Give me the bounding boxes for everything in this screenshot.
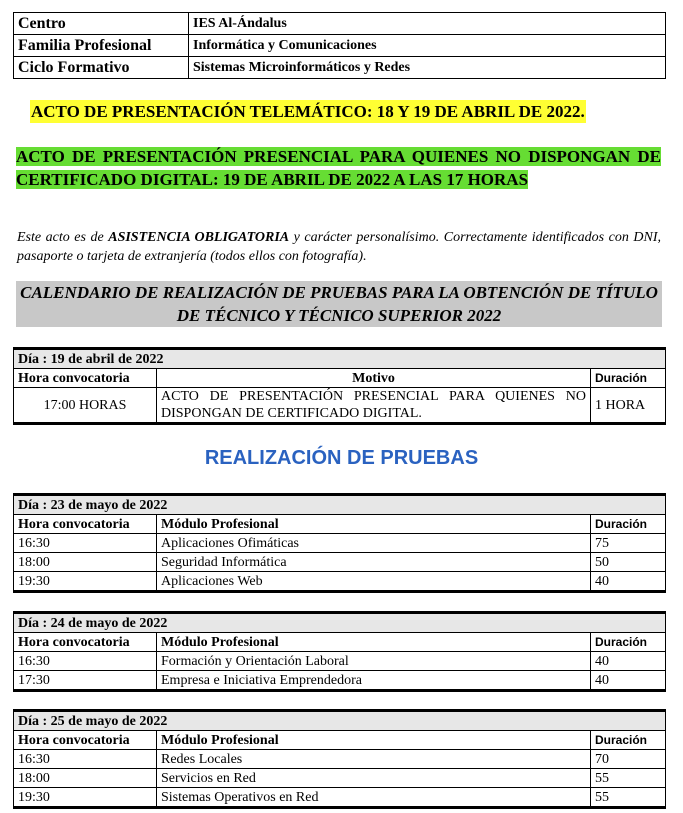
header-label: Ciclo Formativo (14, 57, 189, 79)
cell-hora: 16:30 (14, 534, 157, 553)
cell-modulo: Aplicaciones Web (157, 572, 591, 592)
table-row (14, 652, 666, 671)
header-value: Informática y Comunicaciones (189, 35, 666, 57)
cell-duracion: 75 (591, 534, 666, 553)
presentation-table (13, 347, 666, 425)
header-row-ciclo (14, 57, 666, 79)
column-header-row (14, 731, 666, 750)
realizacion-title: REALIZACIÓN DE PRUEBAS (204, 447, 479, 469)
header-value: IES Al-Ándalus (189, 13, 666, 35)
cell-hora: 16:30 (14, 652, 157, 671)
day-row (14, 711, 666, 731)
day-row (14, 613, 666, 633)
col-duracion: Duración (591, 515, 666, 534)
cell-duracion: 40 (591, 572, 666, 592)
exam-day-table (13, 611, 666, 692)
cell-duracion: 55 (591, 769, 666, 788)
table-row (14, 750, 666, 769)
day-label: Día : 23 de mayo de 2022 (14, 495, 666, 515)
cell-duracion: 50 (591, 553, 666, 572)
header-row-familia (14, 35, 666, 57)
cell-hora: 19:30 (14, 788, 157, 808)
col-modulo: Módulo Profesional (157, 515, 591, 534)
table-row (14, 671, 666, 691)
column-header-row (14, 633, 666, 652)
cell-modulo: Servicios en Red (157, 769, 591, 788)
cell-modulo: Empresa e Iniciativa Emprendedora (157, 671, 591, 691)
cell-modulo: Seguridad Informática (157, 553, 591, 572)
col-modulo: Módulo Profesional (157, 633, 591, 652)
cell-hora: 19:30 (14, 572, 157, 592)
col-modulo: Módulo Profesional (157, 731, 591, 750)
acto-presencial-text: ACTO DE PRESENTACIÓN PRESENCIAL PARA QUIENES NO DISPONGAN DE CERTIFICADO DIGITAL: 19 DE ABRIL DE 2022 A LAS 17 HORAS (16, 147, 661, 189)
header-table (13, 12, 666, 79)
cell-duracion: 40 (591, 671, 666, 691)
col-hora: Hora convocatoria (14, 515, 157, 534)
note-text: Este acto es de (17, 230, 109, 245)
cell-duracion: 1 HORA (591, 388, 666, 424)
table-row (14, 788, 666, 808)
cell-modulo: Redes Locales (157, 750, 591, 769)
day-label: Día : 19 de abril de 2022 (14, 349, 666, 369)
table-row (14, 769, 666, 788)
cell-duracion: 55 (591, 788, 666, 808)
note-bold: ASISTENCIA OBLIGATORIA (108, 230, 290, 245)
cell-duracion: 70 (591, 750, 666, 769)
table-row (14, 534, 666, 553)
asistencia-note (17, 228, 661, 266)
cell-hora: 16:30 (14, 750, 157, 769)
col-duracion: Duración (591, 369, 666, 388)
header-label: Familia Profesional (14, 35, 189, 57)
column-header-row (14, 369, 666, 388)
col-duracion: Duración (591, 633, 666, 652)
exam-day-table (13, 709, 666, 809)
acto-telematico: ACTO DE PRESENTACIÓN TELEMÁTICO: 18 Y 19 DE ABRIL DE 2022. (31, 102, 585, 121)
calendario-banner: CALENDARIO DE REALIZACIÓN DE PRUEBAS PARA LA OBTENCIÓN DE TÍTULO DE TÉCNICO Y TÉCNICO SUPERIOR 2022 (16, 281, 662, 327)
header-row-centro (14, 13, 666, 35)
day-row (14, 495, 666, 515)
col-hora: Hora convocatoria (14, 633, 157, 652)
cell-modulo: Aplicaciones Ofimáticas (157, 534, 591, 553)
cell-modulo: Formación y Orientación Laboral (157, 652, 591, 671)
cell-hora: 17:30 (14, 671, 157, 691)
col-hora: Hora convocatoria (14, 369, 157, 388)
header-label: Centro (14, 13, 189, 35)
cell-hora: 17:00 HORAS (14, 388, 157, 424)
day-label: Día : 25 de mayo de 2022 (14, 711, 666, 731)
column-header-row (14, 515, 666, 534)
table-row (14, 388, 666, 424)
cell-hora: 18:00 (14, 769, 157, 788)
acto-presencial (16, 145, 661, 191)
cell-hora: 18:00 (14, 553, 157, 572)
table-row (14, 553, 666, 572)
table-row (14, 572, 666, 592)
col-hora: Hora convocatoria (14, 731, 157, 750)
cell-modulo: Sistemas Operativos en Red (157, 788, 591, 808)
note-text: y carácter personalísimo. Correctamente identificados con DNI, pasaporte o tarjeta de extranjería (todos ellos con fotografía). (17, 230, 661, 264)
day-label: Día : 24 de mayo de 2022 (14, 613, 666, 633)
cell-duracion: 40 (591, 652, 666, 671)
header-value: Sistemas Microinformáticos y Redes (189, 57, 666, 79)
exam-day-table (13, 493, 666, 593)
cell-motivo: ACTO DE PRESENTACIÓN PRESENCIAL PARA QUIENES NO DISPONGAN DE CERTIFICADO DIGITAL. (157, 388, 591, 424)
col-motivo: Motivo (157, 369, 591, 388)
col-duracion: Duración (591, 731, 666, 750)
day-row (14, 349, 666, 369)
